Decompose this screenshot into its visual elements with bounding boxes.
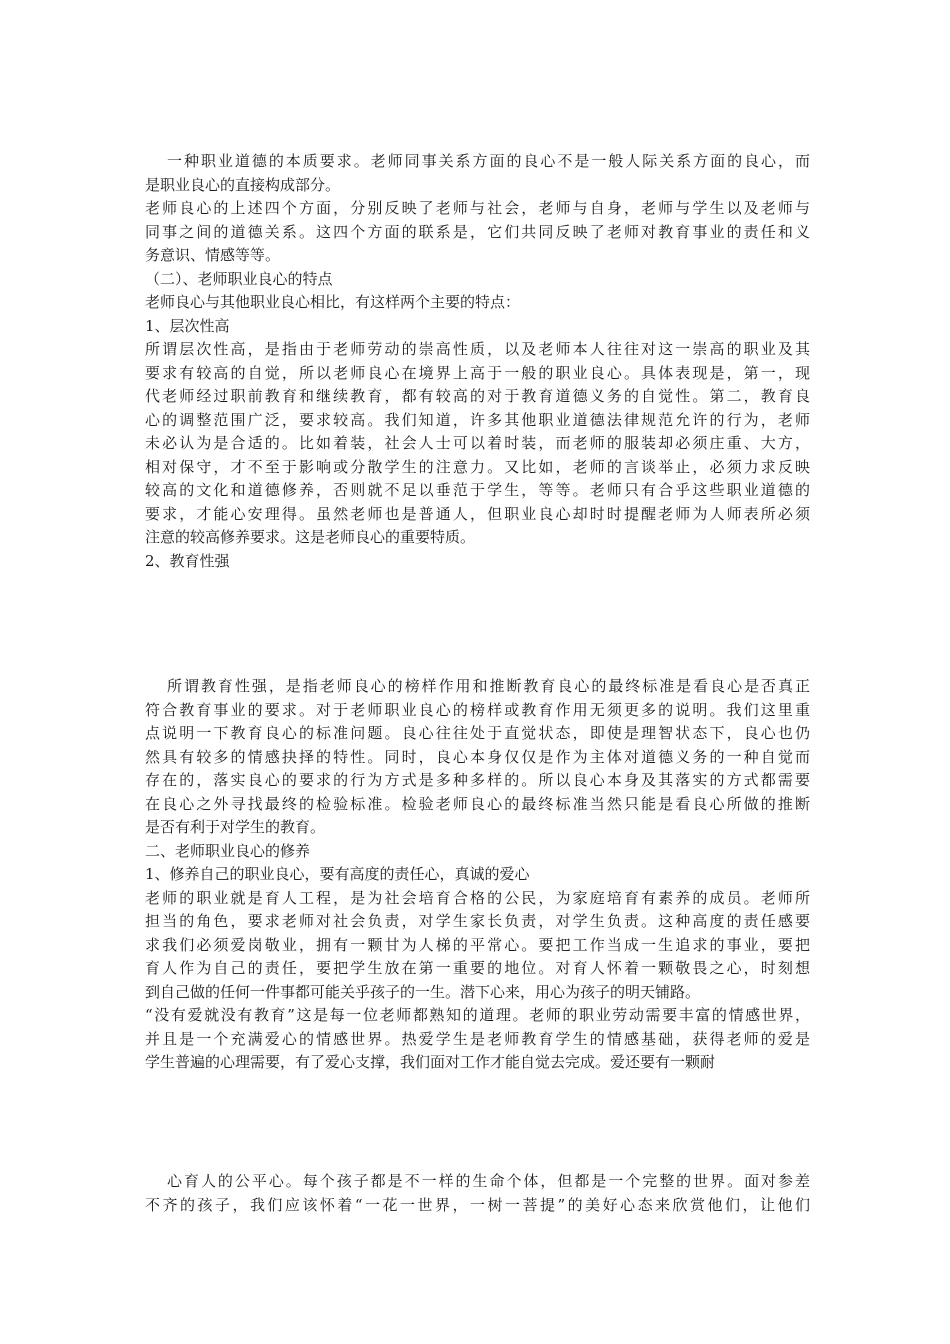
- text-line: 然具有较多的情感抉择的特性。同时，良心本身仅仅是作为主体对道德义务的一种自觉而: [145, 747, 810, 766]
- text-line: 相对保守，才不至于影响或分散学生的注意力。又比如，老师的言谈举止，必须力求反映: [145, 457, 810, 476]
- text-line: 同事之间的道德关系。这四个方面的联系是，它们共同反映了老师对教育事业的责任和义: [145, 222, 810, 241]
- text-line: 要求，才能心安理得。虽然老师也是普通人，但职业良心却时时提醒老师为人师表所必须: [145, 504, 810, 523]
- text-line: 所谓教育性强，是指老师良心的榜样作用和推断教育良心的最终标准是看良心是否真正: [167, 677, 810, 695]
- text-line: 较高的文化和道德修养，否则就不足以垂范于学生，等等。老师只有合乎这些职业道德的: [145, 481, 810, 499]
- text-line: 务意识、情感等等。: [145, 246, 281, 264]
- text-line: 担当的角色，要求老师对社会负责，对学生家长负责，对学生负责。这种高度的责任感要: [145, 912, 810, 930]
- text-line: 2、教育性强: [145, 551, 230, 570]
- text-line: 存在的，落实良心的要求的行为方式是多种多样的。所以良心本身及其落实的方式都需要: [145, 771, 810, 789]
- text-line: 符合教育事业的要求。对于老师职业良心的榜样或教育作用无须更多的说明。我们这里重: [145, 700, 810, 719]
- text-line: 心的调整范围广泛，要求较高。我们知道，许多其他职业道德法律规范允许的行为，老师: [145, 410, 810, 429]
- text-line: 不齐的孩子，我们应该怀着“一花一世界，一树一菩提”的美好心态来欣赏他们，让他们: [145, 1195, 810, 1214]
- text-line: 是职业良心的直接构成部分。: [145, 175, 341, 194]
- text-block-2: [145, 675, 810, 1075]
- text-line: 育人作为自己的责任，要把学生放在第一重要的地位。对育人怀着一颗敬畏之心，时刻想: [145, 959, 810, 977]
- text-line: 心育人的公平心。每个孩子都是不一样的生命个体，但都是一个完整的世界。面对参差: [167, 1172, 810, 1190]
- text-line: 点说明一下教育良心的标准问题。良心往往处于直觉状态，即使是理智状态下，良心也仍: [145, 724, 810, 742]
- text-line: 1、层次性高: [145, 316, 230, 335]
- text-line: （二）、老师职业良心的特点: [145, 269, 333, 288]
- text-line: 学生普遍的心理需要，有了爱心支撑，我们面对工作才能自觉去完成。爱还要有一颗耐: [145, 1053, 716, 1071]
- text-block-1: [145, 150, 810, 573]
- text-block-3: [145, 1170, 810, 1217]
- text-line: 1、修养自己的职业良心，要有高度的责任心，真诚的爱心: [145, 865, 530, 883]
- text-line: 老师良心的上述四个方面，分别反映了老师与社会，老师与自身，老师与学生以及老师与: [145, 199, 810, 217]
- text-line: 老师的职业就是育人工程，是为社会培育合格的公民，为家庭培育有素养的成员。老师所: [145, 888, 810, 907]
- text-line: “没有爱就没有教育”这是每一位老师都熟知的道理。老师的职业劳动需要丰富的情感世界，: [145, 1006, 810, 1024]
- text-line: 所谓层次性高，是指由于老师劳动的崇高性质，以及老师本人往往对这一崇高的职业及其: [145, 340, 810, 358]
- text-line: 注意的较高修养要求。这是老师良心的重要特质。: [145, 528, 476, 546]
- text-line: 求我们必须爱岗敬业，拥有一颗甘为人梯的平常心。要把工作当成一生追求的事业，要把: [145, 935, 810, 954]
- text-line: 到自己做的任何一件事都可能关乎孩子的一生。潜下心来，用心为孩子的明天铺路。: [145, 982, 701, 1001]
- text-line: 二、老师职业良心的修养: [145, 841, 311, 860]
- text-line: 并且是一个充满爱心的情感世界。热爱学生是老师教育学生的情感基础，获得老师的爱是: [145, 1029, 810, 1048]
- text-line: 是否有利于对学生的教育。: [145, 818, 326, 836]
- text-line: 老师良心与其他职业良心相比，有这样两个主要的特点：: [145, 293, 521, 311]
- text-line: 要求有较高的自觉，所以老师良心在境界上高于一般的职业良心。具体表现是，第一，现: [145, 363, 810, 382]
- text-line: 一种职业道德的本质要求。老师同事关系方面的良心不是一般人际关系方面的良心，而: [167, 152, 810, 170]
- text-line: 未必认为是合适的。比如着装，社会人士可以着时装，而老师的服装却必须庄重、大方，: [145, 434, 810, 452]
- text-line: 代老师经过职前教育和继续教育，都有较高的对于教育道德义务的自觉性。第二，教育良: [145, 387, 810, 405]
- text-line: 在良心之外寻找最终的检验标准。检验老师良心的最终标准当然只能是看良心所做的推断: [145, 794, 810, 813]
